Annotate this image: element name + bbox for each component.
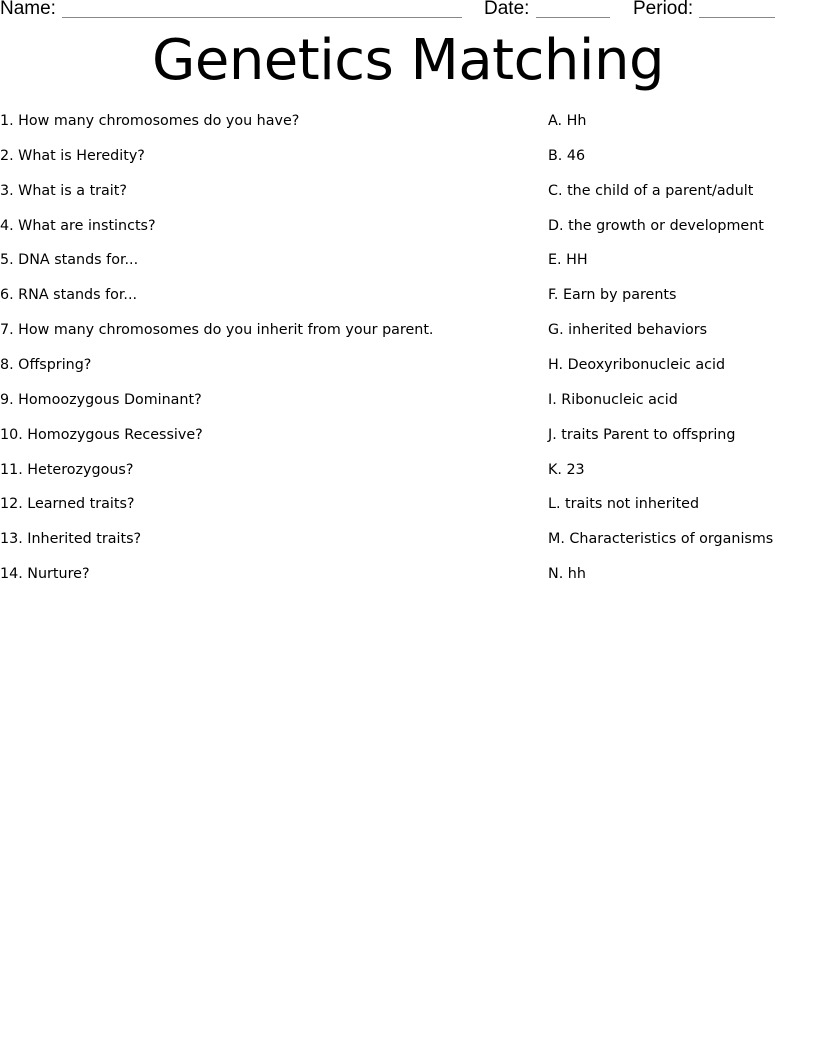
period-field[interactable] [699, 17, 775, 18]
question-item: 1. How many chromosomes do you have? [0, 113, 300, 129]
period-label: Period: [633, 0, 694, 19]
question-item: 4. What are instincts? [0, 217, 156, 234]
answer-item: C. the child of a parent/adult [548, 182, 754, 199]
question-item: 10. Homozygous Recessive? [0, 426, 203, 443]
question-item: 5. DNA stands for... [0, 252, 139, 269]
answer-item: B. 46 [548, 147, 586, 164]
name-field[interactable] [62, 17, 462, 18]
page-title: Genetics Matching [151, 28, 665, 93]
question-item: 8. Offspring? [0, 356, 92, 373]
date-field[interactable] [536, 17, 610, 18]
question-item: 12. Learned traits? [0, 496, 135, 513]
question-item: 9. Homoozygous Dominant? [0, 391, 202, 408]
question-item: 11. Heterozygous? [0, 461, 134, 478]
question-item: 2. What is Heredity? [0, 147, 145, 164]
answer-item: N. hh [548, 566, 586, 583]
answer-item: M. Characteristics of organisms [548, 531, 774, 548]
answer-item: H. Deoxyribonucleic acid [548, 356, 726, 373]
question-item: 14. Nurture? [0, 566, 90, 583]
answer-item: F. Earn by parents [548, 287, 677, 304]
answer-item: J. traits Parent to offspring [548, 426, 736, 443]
answer-item: G. inherited behaviors [548, 322, 708, 339]
answer-item: D. the growth or development [548, 217, 764, 234]
name-label: Name: [0, 0, 56, 19]
question-item: 3. What is a trait? [0, 182, 127, 199]
answer-item: L. traits not inherited [548, 496, 700, 513]
question-item: 13. Inherited traits? [0, 531, 142, 548]
question-item: 6. RNA stands for... [0, 287, 138, 304]
question-item: 7. How many chromosomes do you inherit from your parent. [0, 322, 434, 339]
answer-item: K. 23 [548, 461, 585, 478]
date-label: Date: [484, 0, 530, 19]
answer-item: I. Ribonucleic acid [548, 391, 678, 408]
answer-item: A. Hh [548, 113, 587, 129]
answer-item: E. HH [548, 252, 588, 269]
